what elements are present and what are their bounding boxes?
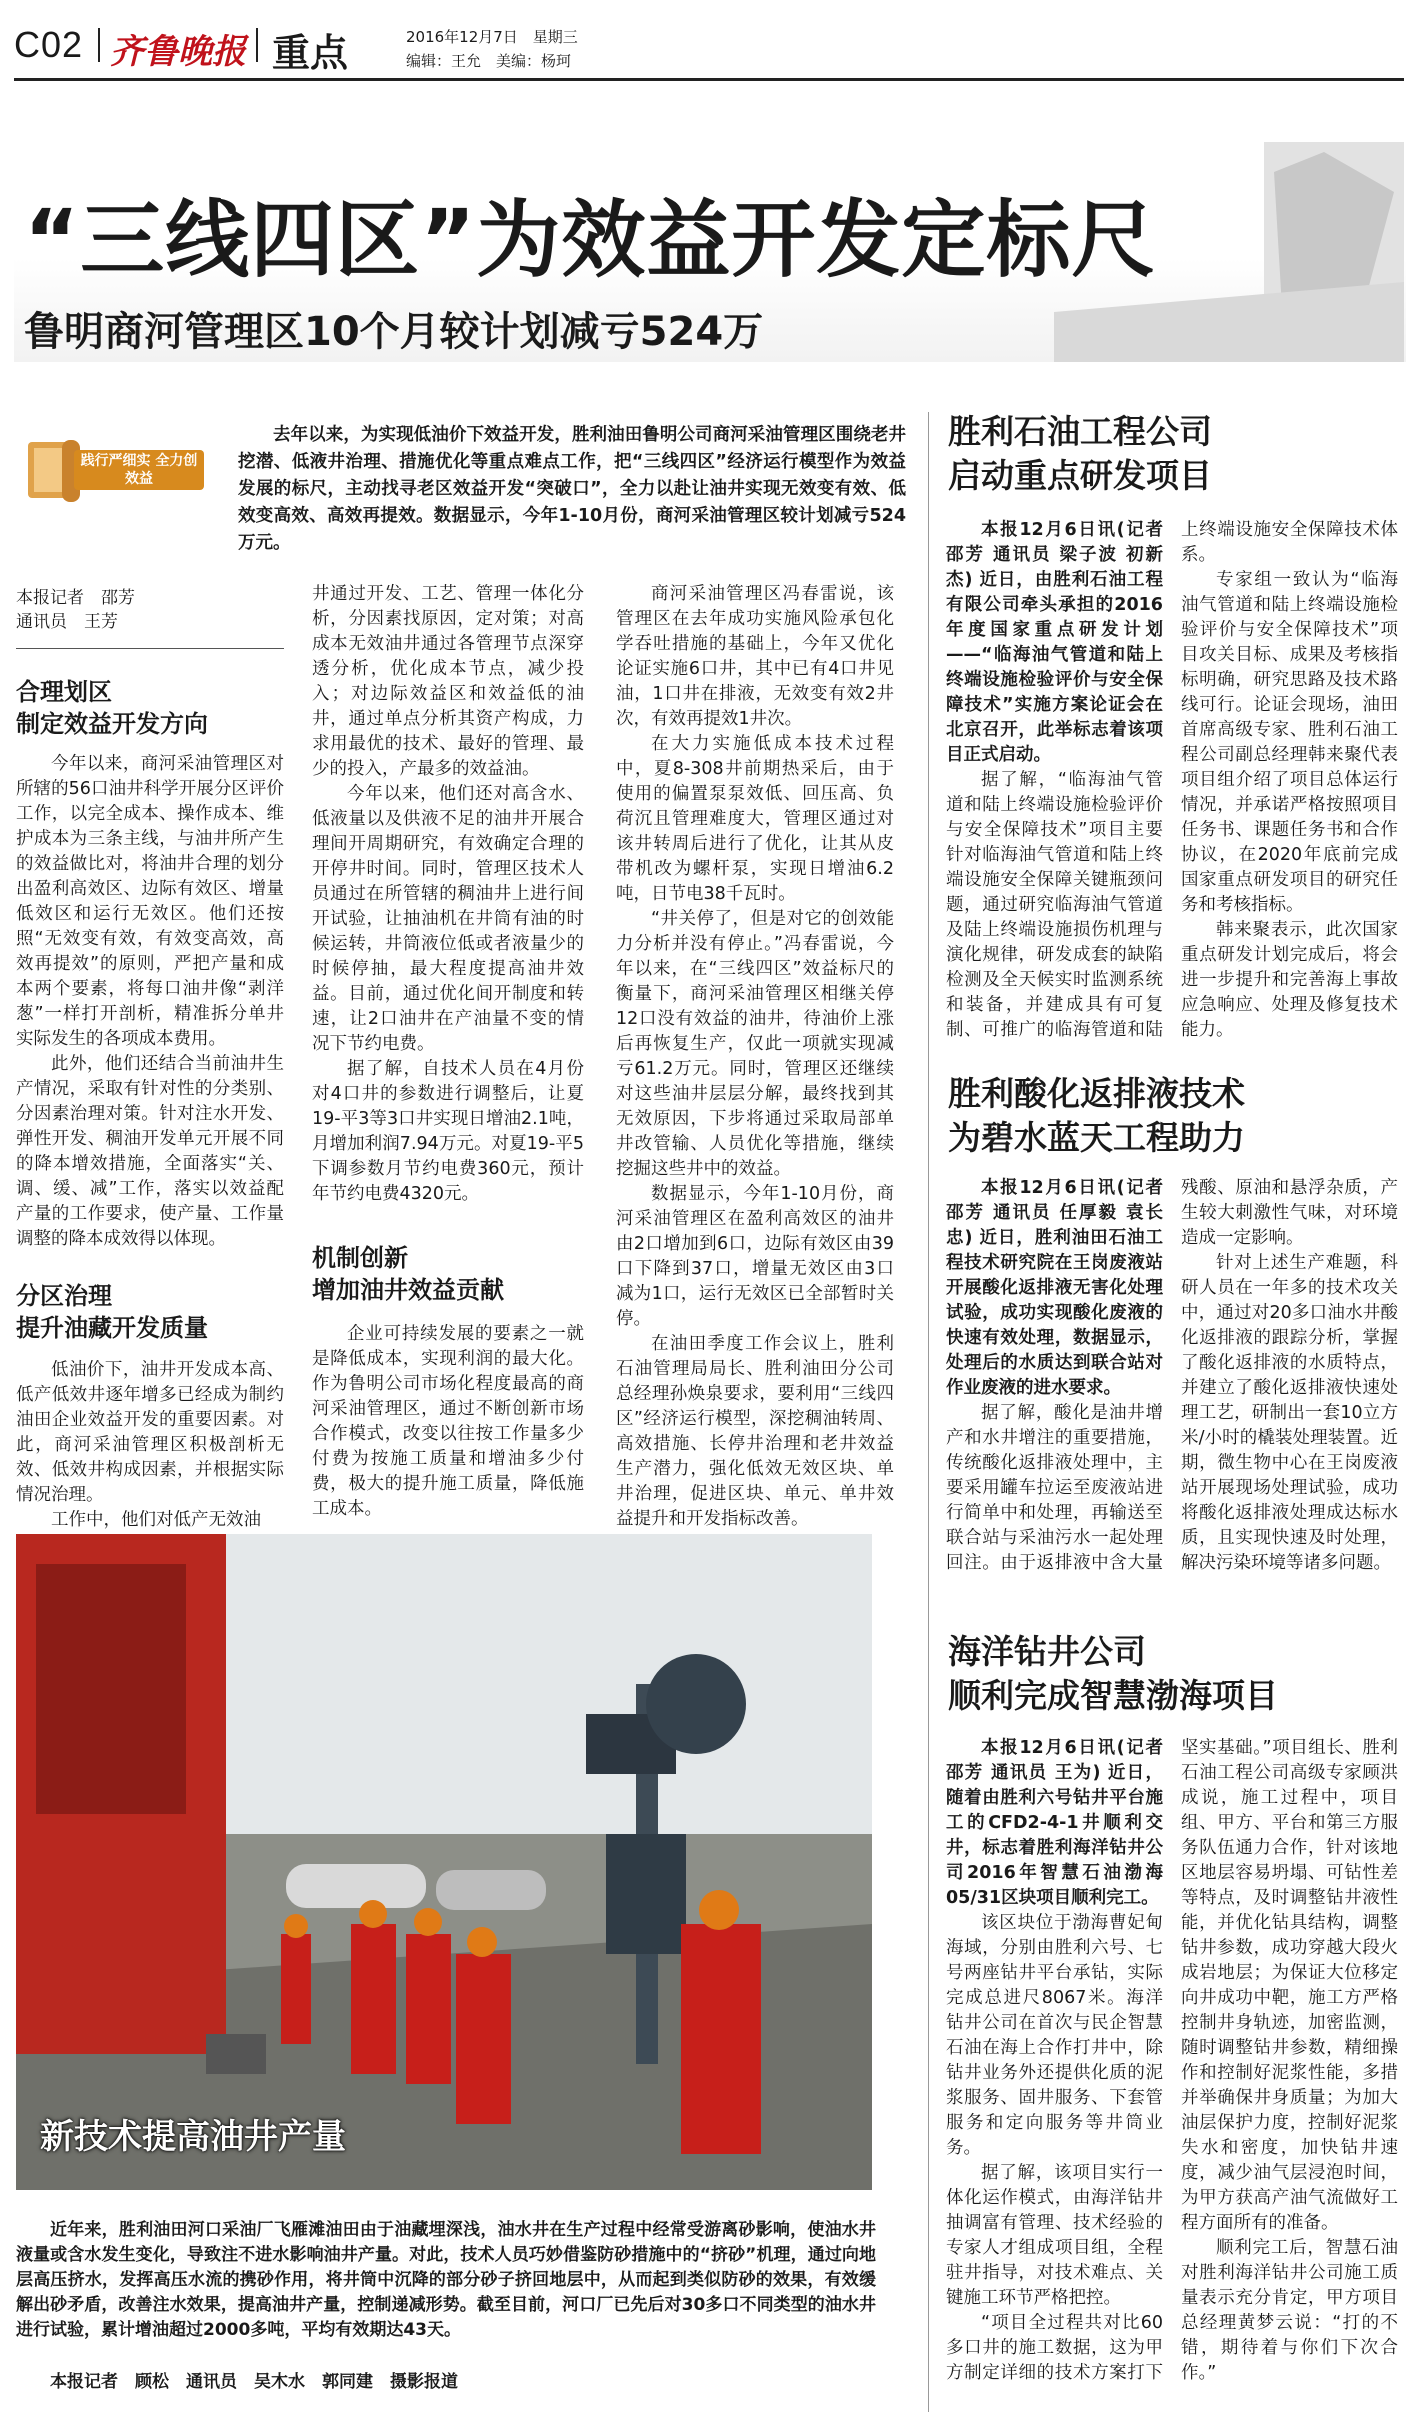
- article-headline-line: 为碧水蓝天工程助力: [948, 1118, 1245, 1157]
- section-heading-line: 机制创新: [312, 1244, 408, 1272]
- editors-line: 编辑：王允 美编：杨珂: [406, 52, 572, 70]
- paragraph: 在大力实施低成本技术过程中，夏8-308井前期热采后，由于使用的偏置泵泵效低、回压高、负荷沉且管理难度大，管理区通过对该井转周后进行了优化，让其从皮带机改为螺杆泵，实现日增油6.2吨，日节电38千瓦时。: [616, 734, 894, 904]
- paragraph: 在油田季度工作会议上，胜利石油管理局局长、胜利油田分公司总经理孙焕泉要求，要利用“三线四区”经济运行模型，深挖稠油转周、高效措施、长停井治理和老井效益生产潜力，强化低效无效区块、单井治理，促进区块、单元、单井效益提升和开发指标改善。: [616, 1334, 894, 1529]
- section-heading-line: 制定效益开发方向: [16, 710, 208, 738]
- paragraph: 韩来聚表示，此次国家重点研发计划完成后，将会进一步提升和完善海上事故应急响应、处理及修复技术能力。: [1181, 920, 1398, 1040]
- article-headline-line: 胜利酸化返排液技术: [948, 1074, 1245, 1113]
- paragraph: 工作中，他们对低产无效油: [51, 1510, 261, 1530]
- section-heading: [16, 676, 296, 740]
- section-heading: [312, 1242, 592, 1306]
- section-heading-line: 合理划区: [16, 678, 112, 706]
- paragraph: 该区块位于渤海曹妃甸海域，分别由胜利六号、七号两座钻井平台承钻，实际完成总进尺8067米。海洋钻井公司在首次与民企智慧石油在海上合作打井中，除钻井业务外还提供化质的泥浆服务、固井服务、下套管服务和定向服务等井筒业务。: [946, 1913, 1163, 2158]
- main-headline: “三线四区”为效益开发定标尺: [24, 191, 1157, 289]
- article-headline-line: 启动重点研发项目: [948, 456, 1212, 495]
- column-text: [616, 582, 894, 1529]
- badge-label: 践行严细实 全力创效益: [74, 450, 204, 490]
- article-text: [946, 518, 1398, 1048]
- paragraph: 数据显示，今年1-10月份，商河采油管理区在盈利高效区的油井由2口增加到6口，边际有效区由39口下降到37口，增量无效区由3口减为1口，运行无效区已全部暂时关停。: [616, 1184, 894, 1329]
- paragraph: 本报12月6日讯(记者 邵芳 通讯员 任厚毅 袁长忠) 近日，胜利油田石油工程技术研究院在王岗废液站开展酸化返排液无害化处理试验，成功实现酸化废液的快速有效处理，数据显示，处理后的水质达到联合站对作业废液的进水要求。: [946, 1178, 1163, 1398]
- byline: [16, 586, 286, 634]
- paragraph: 顺利完工后，智慧石油对胜利海洋钻井公司施工质量表示充分肯定，甲方项目总经理黄梦云说：“打的不错，期待着与你们下次合作。”: [1181, 2238, 1398, 2383]
- lead-paragraph: 去年以来，为实现低油价下效益开发，胜利油田鲁明公司商河采油管理区围绕老井挖潜、低液井治理、措施优化等重点难点工作，把“三线四区”经济运行模型作为效益发展的标尺，主动找寻老区效益开发“突破口”，全力以赴让油井实现无效变有效、低效变高效、高效再提效。数据显示，今年1-10月份，商河采油管理区较计划减亏524万元。: [238, 425, 906, 553]
- column-text: [16, 752, 284, 1272]
- article-headline: [948, 1072, 1398, 1160]
- paragraph: “项目全过程共对比60多口井的施工数据，这为甲方制定详细的技术方案打下坚实基础。”项目组长、胜利石油工程公司高级专家顾洪成说，施工过程中，项目组、甲方、平台和第三方服务队伍通力合作，针对该地区地层容易坍塌、可钻性差等特点，及时调整钻井液性能，并优化钻具结构，调整钻井参数，成功穿越大段火成岩地层；为保证大位移定向井成功中靶，施工方严格控制井身轨迹，加密监测，随时调整钻井参数，精细操作和控制好泥浆性能，多措并举确保井身质量；为加大油层保护力度，控制好泥浆失水和密度，加快钻井速度，减少油气层浸泡时间，为甲方获高产油气流做好工程方面所有的准备。: [946, 1738, 1398, 2383]
- page-header: [14, 20, 1404, 74]
- column-divider: [928, 412, 929, 2412]
- paragraph: “井关停了，但是对它的创效能力分析并没有停止。”冯春雷说，今年以来，在“三线四区”效益标尺的衡量下，商河采油管理区相继关停12口没有效益的油井，待油价上涨后再恢复生产，仅此一项就实现减亏61.2万元。同时，管理区还继续对这些油井层层分解，最终找到其无效原因，下步将通过采取局部单井改管输、人员优化等措施，继续挖掘这些井中的效益。: [616, 909, 894, 1179]
- paragraph: 专家组一致认为“临海油气管道和陆上终端设施检验评价与安全保障技术”项目攻关目标、成果及考核指标明确，研究思路及技术路线可行。论证会现场，油田首席高级专家、胜利石油工程公司副总经理韩来聚代表项目组介绍了项目总体运行情况，并承诺严格按照项目任务书、课题任务书和合作协议，在2020年底前完成国家重点研发项目的研究任务和考核指标。: [1181, 570, 1398, 915]
- paragraph: 低油价下，油井开发成本高、低产低效井逐年增多已经成为制约油田企业效益开发的重要因素。对此，商河采油管理区积极剖析无效、低效井构成因素，并根据实际情况治理。: [16, 1360, 284, 1505]
- article-headline: [948, 1630, 1398, 1718]
- paragraph: 今年以来，商河采油管理区对所辖的56口油井科学开展分区评价工作，以完全成本、操作成本、维护成本为三条主线，与油井所产生的效益做比对，将油井合理的划分出盈利高效区、边际有效区、增量低效区和运行无效区。他们还按照“无效变有效，有效变高效，高效再提效”的原则，严把产量和成本两个要素，将每口油井像“剥洋葱”一样打开剖析，精准拆分单井实际发生的各项成本费用。: [16, 754, 284, 1049]
- article-headline-line: 海洋钻井公司: [948, 1632, 1146, 1671]
- header-divider: [98, 28, 100, 62]
- article-headline-line: 顺利完成智慧渤海项目: [948, 1676, 1278, 1715]
- byline-rule: [16, 648, 284, 649]
- column-text: [312, 1322, 584, 1519]
- header-rule: [14, 78, 1404, 81]
- photo-caption: 新技术提高油井产量: [40, 2117, 346, 2157]
- paragraph: 据了解，自技术人员在4月份对4口井的参数进行调整后，让夏19-平3等3口井实现日增油2.1吨，月增加利润7.94万元。对夏19-平5下调参数月节约电费360元，预计年节约电费4320元。: [312, 1059, 584, 1204]
- issue-date: 2016年12月7日 星期三: [406, 28, 578, 46]
- paragraph: 本报12月6日讯(记者 邵芳 通讯员 王为) 近日，随着由胜利六号钻井平台施工的CFD2-4-1井顺利交井，标志着胜利海洋钻井公司2016年智慧石油渤海05/31区块项目顺利完工。: [946, 1738, 1163, 1908]
- series-badge: [22, 432, 222, 506]
- paragraph: 据了解，酸化是油井增产和水井增注的重要措施，传统酸化返排液处理中，主要采用罐车拉运至废液站进行简单中和处理，再输送至联合站与采油污水一起处理回注。由于返排液中含大量残酸、原油和悬浮杂质，产生较大刺激性气味，对环境造成一定影响。: [946, 1178, 1398, 1573]
- paragraph: 企业可持续发展的要素之一就是降低成本，实现利润的最大化。作为鲁明公司市场化程度最高的商河采油管理区，通过不断创新市场合作模式，改变以往按工作量多少付费为按施工质量和增油多少付费，极大的提升施工质量，降低施工成本。: [312, 1324, 584, 1519]
- section-heading: [16, 1280, 296, 1344]
- paragraph: 此外，他们还结合当前油井生产情况，采取有针对性的分类别、分因素治理对策。针对注水开发、弹性开发、稠油开发单元开展不同的降本增效措施，全面落实“关、调、缓、减”工作，落实以效益配产量的工作要求，使产量、工作量调整的降本成效得以体现。: [16, 1054, 284, 1249]
- column-text: [16, 1358, 284, 1530]
- paragraph: 据了解，“临海油气管道和陆上终端设施检验评价与安全保障技术”项目主要针对临海油气管道和陆上终端设施安全保障关键瓶颈问题，通过研究临海油气管道及陆上终端设施损伤机理与演化规律，研发成套的缺陷检测及全天候实时监测系统和装备，并建成具有可复制、可推广的临海管道和陆上终端设施安全保障技术体系。: [946, 520, 1398, 1040]
- header-divider: [256, 28, 258, 62]
- paragraph: 据了解，该项目实行一体化运作模式，由海洋钻井抽调富有管理、技术经验的专家人才组成项目组，全程驻井指导，对技术难点、关键施工环节严格把控。: [946, 2163, 1163, 2308]
- masthead-logo: 齐鲁晚报: [110, 32, 246, 72]
- section-heading-line: 分区治理: [16, 1282, 112, 1310]
- article-headline: [948, 410, 1398, 498]
- page-number: C02: [14, 24, 84, 65]
- article-text: [946, 1176, 1398, 1612]
- paragraph: 商河采油管理区冯春雷说，该管理区在去年成功实施风险承包化学吞吐措施的基础上，今年又优化论证实施6口井，其中已有4口井见油，1口井在排液，无效变有效2井次，有效再提效1井次。: [616, 584, 894, 729]
- workers-oil-well-photo: [16, 1534, 872, 2190]
- paragraph: 本报12月6日讯(记者 邵芳 通讯员 梁子波 初新杰) 近日，由胜利石油工程有限公司牵头承担的2016年度国家重点研发计划——“临海油气管道和陆上终端设施检验评价与安全保障技术”实施方案论证会在北京召开，此举标志着该项目正式启动。: [946, 520, 1163, 765]
- news-photo: [16, 1534, 872, 2190]
- section-heading-line: 提升油藏开发质量: [16, 1314, 208, 1342]
- photo-description: 近年来，胜利油田河口采油厂飞雁滩油田由于油藏埋深浅，油水井在生产过程中经常受游离砂影响，使油水井液量或含水发生变化，导致注不进水影响油井产量。对此，技术人员巧妙借鉴防砂措施中的“挤砂”机理，通过向地层高压挤水，发挥高压水流的携砂作用，将井筒中沉降的部分砂子挤回地层中，从而起到类似防砂的效果，有效缓解出砂矛盾，改善注水效果，提高油井产量，控制递减形势。截至目前，河口厂已先后对30多口不同类型的油水井进行试验，累计增油超过2000多吨，平均有效期达43天。: [16, 2220, 876, 2340]
- column-text: [312, 582, 584, 1246]
- article-text: [946, 1736, 1398, 2388]
- byline-correspondent: 通讯员 王芳: [16, 612, 118, 632]
- paragraph: 今年以来，他们还对高含水、低液量以及供液不足的油井开展合理间开周期研究，有效确定合理的开停井时间。同时，管理区技术人员通过在所管辖的稠油井上进行间开试验，让抽油机在井筒有油的时候运转，井筒液位低或者液量少的时候停抽，最大程度提高油井效益。目前，通过优化间开制度和转速，让2口油井在产油量不变的情况下节约电费。: [312, 784, 584, 1054]
- section-name: 重点: [272, 31, 349, 75]
- paragraph: 针对上述生产难题，科研人员在一年多的技术攻关中，通过对20多口油水井酸化返排液的跟踪分析，掌握了酸化返排液的水质特点，并建立了酸化返排液快速处理工艺，研制出一套10立方米/小时的橇装处理装置。近期，微生物中心在王岗废液站开展现场处理试验，成功将酸化返排液处理成达标水质，且实现快速及时处理，解决污染环境等诸多问题。: [1181, 1253, 1398, 1573]
- article-headline-line: 胜利石油工程公司: [948, 412, 1212, 451]
- main-subheadline: 鲁明商河管理区10个月较计划减亏524万: [24, 309, 764, 355]
- photo-credit: 本报记者 顾松 通讯员 吴木水 郭同建 摄影报道: [50, 2372, 458, 2392]
- section-heading-line: 增加油井效益贡献: [312, 1276, 504, 1304]
- byline-reporter: 本报记者 邵芳: [16, 588, 135, 608]
- paragraph: 井通过开发、工艺、管理一体化分析，分因素找原因，定对策；对高成本无效油井通过各管理节点深穿透分析，优化成本节点，减少投入；对边际效益区和效益低的油井，通过单点分析其资产构成，力求用最优的技术、最好的管理、最少的投入，产最多的效益油。: [312, 584, 584, 779]
